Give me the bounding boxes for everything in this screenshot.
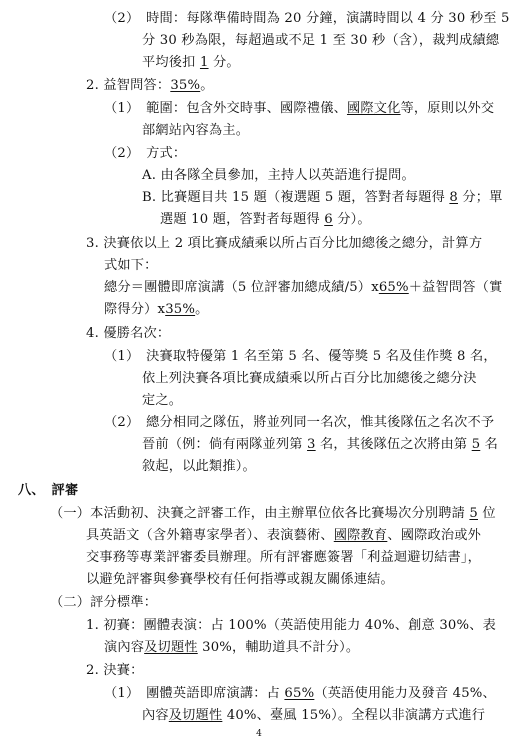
- preliminary-line-1: 1. 初賽：團體表演：占 100%（英語使用能力 40%、創意 30%、表: [86, 618, 497, 633]
- judging-1-line-2: 具英語文（含外籍專家學者）、表演藝術、國際教育、國際政治或外: [86, 528, 482, 543]
- finals-1-line-2: 內容及切題性 40%、臺風 15%）。全程以非演講方式進行: [142, 708, 486, 723]
- final-score-line-2: 式如下：: [104, 258, 158, 273]
- quiz-method-heading: （2） 方式：: [104, 146, 187, 161]
- ranking-2-line-2: 晉前（例：倘有兩隊並列第 3 名，其後隊伍之次將由第 5 名: [142, 437, 499, 452]
- judging-1-line-4: 以避免評審與參賽學校有任何指導或親友關係連結。: [86, 572, 394, 587]
- ranking-heading: 4. 優勝名次：: [86, 326, 171, 341]
- judging-1-line-1: （一）本活動初、決賽之評審工作，由主辦單位依各比賽場次分別聘請 5 位: [50, 506, 496, 521]
- quiz-scope-line-1: （1） 範圍：包含外交時事、國際禮儀、國際文化等，原則以外交: [104, 101, 495, 116]
- page-number: 4: [256, 729, 262, 739]
- ranking-1-line-3: 定之。: [142, 393, 183, 408]
- ranking-1-line-2: 依上列決賽各項比賽成績乘以所占百分比加總後之總分決: [142, 371, 477, 386]
- formula-line-2: 際得分）x35%。: [104, 302, 209, 317]
- formula-line-1: 總分＝團體即席演講（5 位評審加總成績/5）x65%＋益智問答（實: [104, 280, 503, 295]
- rule-time-line-3: 平均後扣 1 分。: [142, 55, 240, 70]
- ranking-1-line-1: （1） 決賽取特優第 1 名至第 5 名、優等獎 5 名及佳作獎 8 名，: [104, 349, 497, 364]
- ranking-2-line-1: （2） 總分相同之隊伍，將並列同一名次，惟其後隊伍之名次不予: [104, 415, 495, 430]
- quiz-heading: 2. 益智問答：35%。: [86, 78, 214, 93]
- quiz-method-b-line-1: B. 比賽題目共 15 題（複選題 5 題，答對者每題得 8 分；單: [142, 190, 503, 205]
- finals-1-line-1: （1） 團體英語即席演講：占 65%（英語使用能力及發音 45%、: [104, 686, 496, 701]
- criteria-heading: （二）評分標準：: [50, 595, 158, 610]
- judging-1-line-3: 交事務等專業評審委員辦理。所有評審應簽署「利益迴避切結書」，: [86, 550, 482, 565]
- preliminary-line-2: 演內容及切題性 30%，輔助道具不計分）。: [104, 640, 360, 655]
- rule-time-line-1: （2） 時間：每隊準備時間為 20 分鐘，演講時間以 4 分 30 秒至 5: [104, 11, 510, 26]
- ranking-2-line-3: 敘起，以此類推）。: [142, 459, 256, 474]
- final-score-line-1: 3. 決賽依以上 2 項比賽成績乘以所占百分比加總後之總分，計算方: [86, 236, 483, 251]
- finals-heading: 2. 決賽：: [86, 663, 144, 678]
- rule-time-line-2: 分 30 秒為限，每超過或不足 1 至 30 秒（含），裁判成績總: [142, 33, 500, 48]
- quiz-scope-line-2: 部網站內容為主。: [142, 123, 250, 138]
- quiz-method-a: A. 由各隊全員參加，主持人以英語進行提問。: [142, 168, 415, 183]
- section-heading-judging: 八、 評審: [18, 483, 79, 498]
- quiz-method-b-line-2: 選題 10 題，答對者每題得 6 分）。: [160, 212, 371, 227]
